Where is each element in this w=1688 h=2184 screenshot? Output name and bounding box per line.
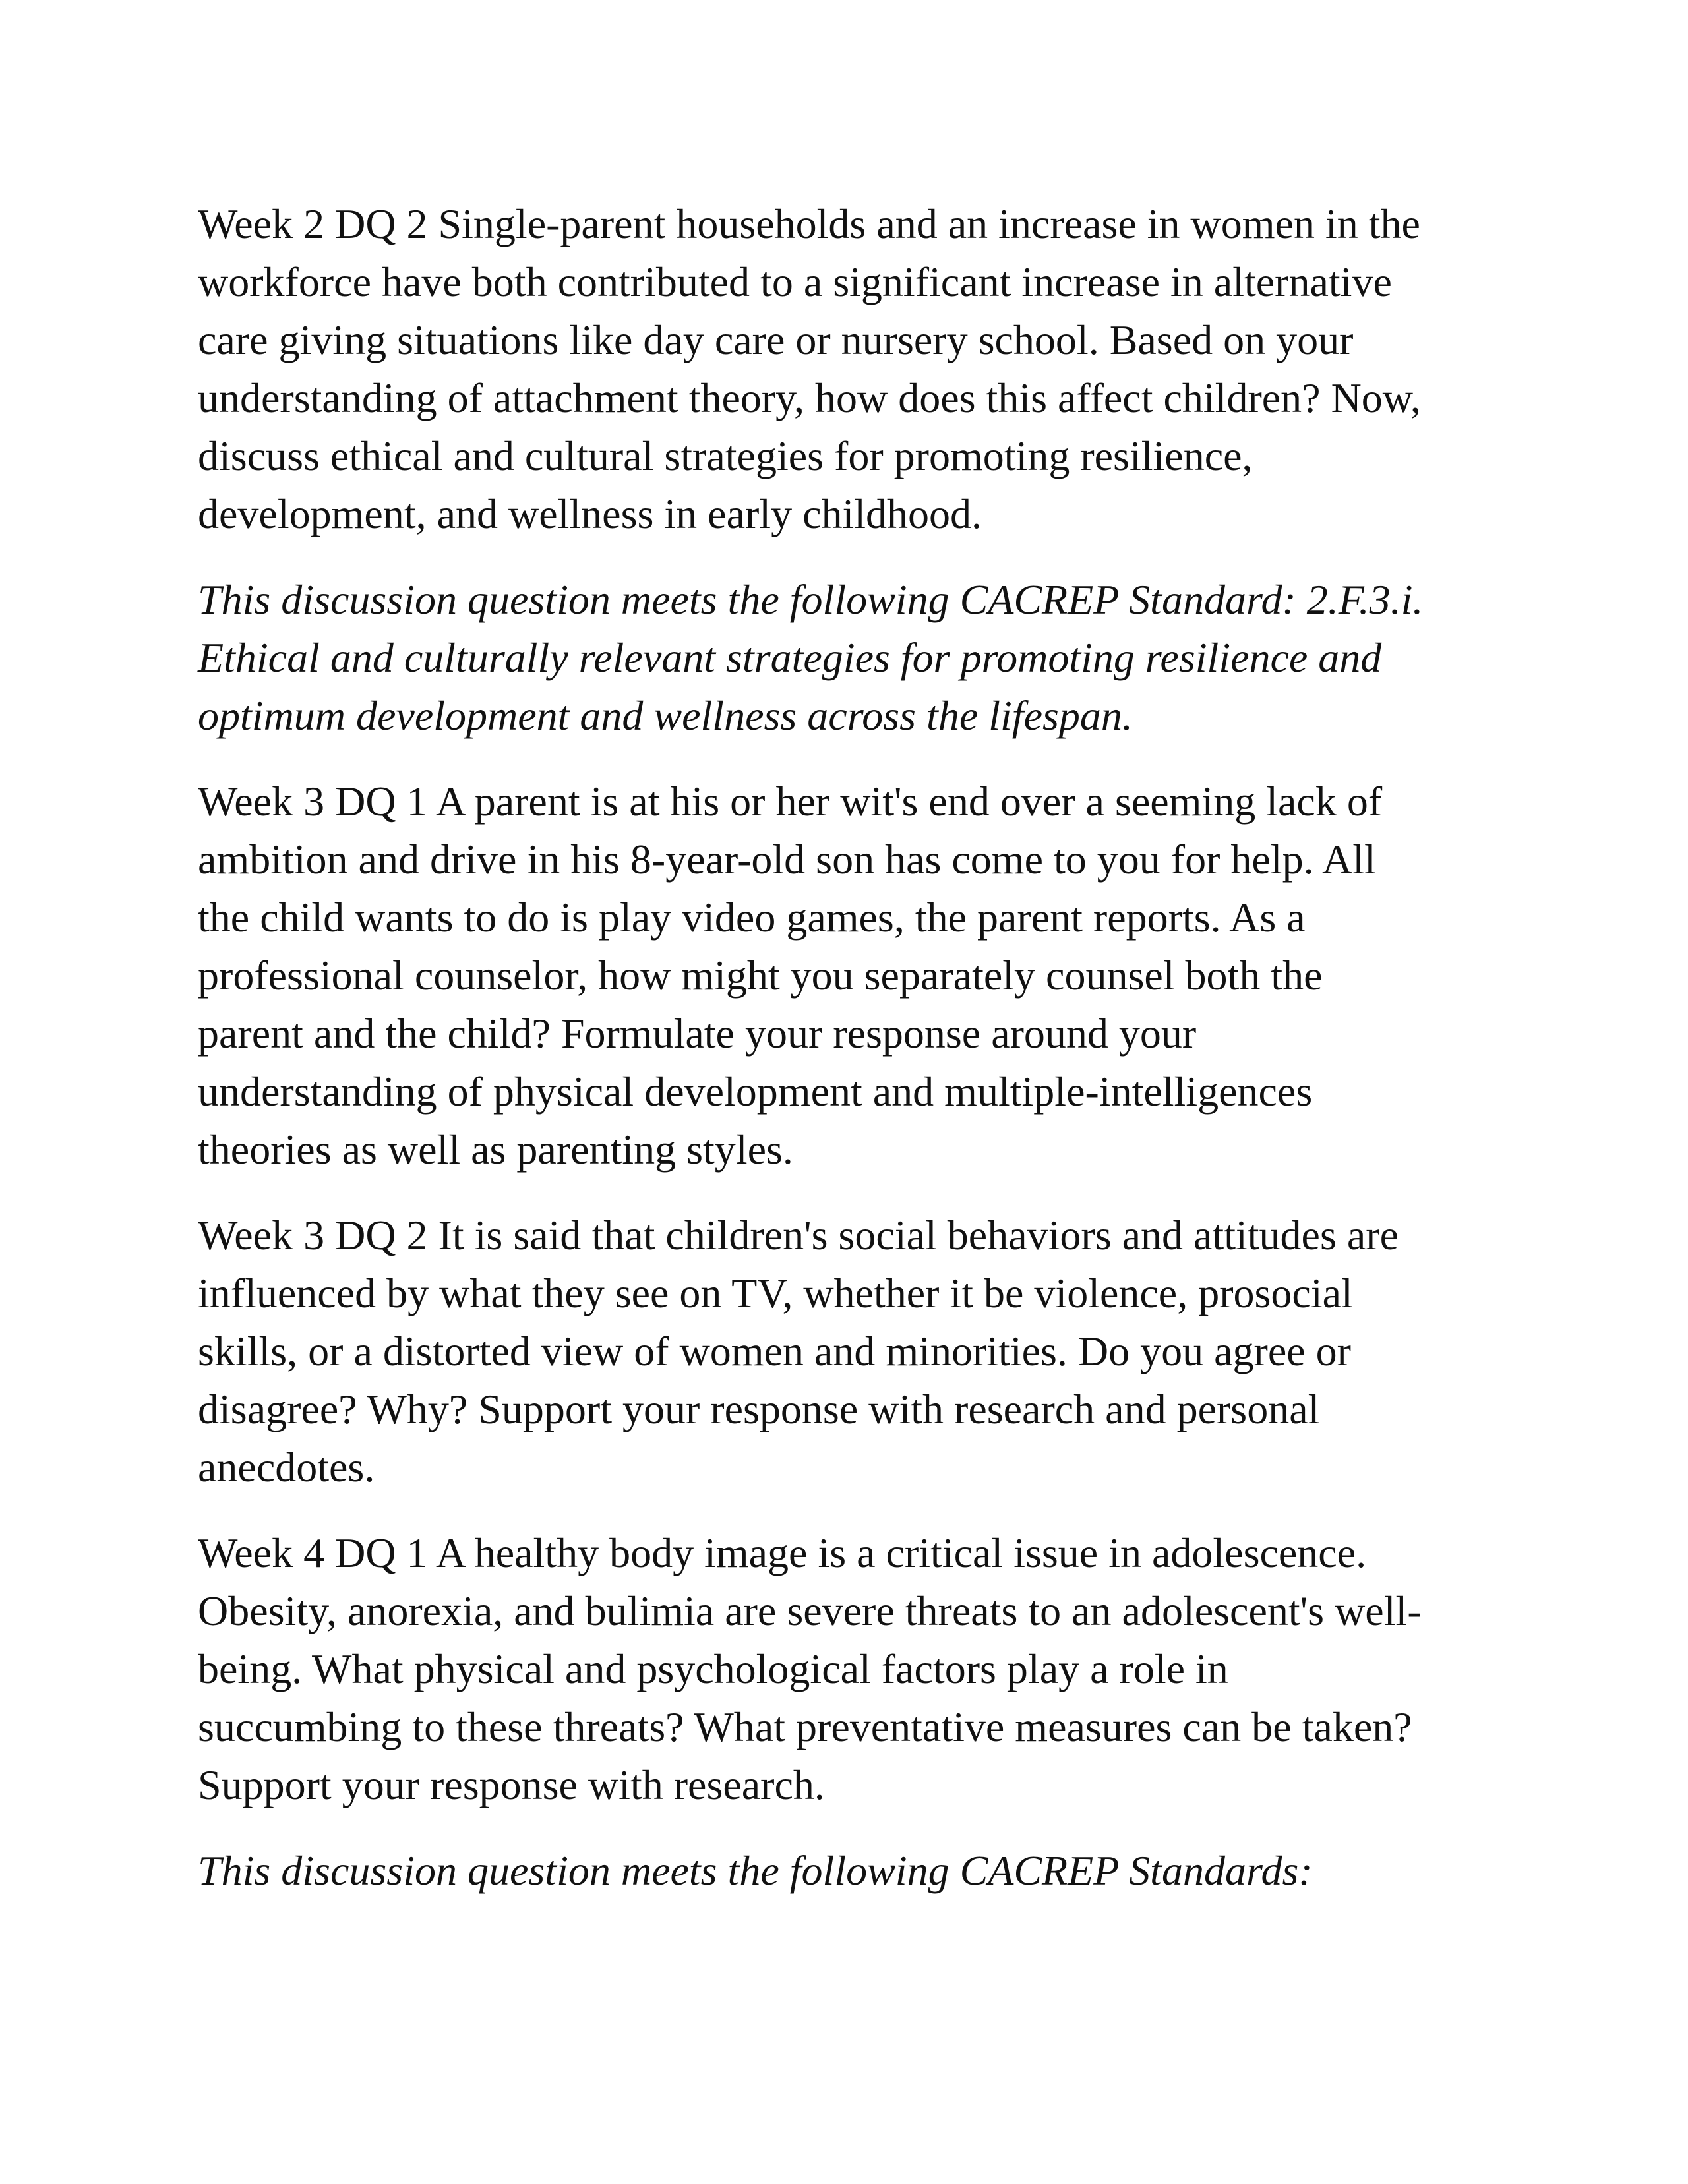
- text-line: succumbing to these threats? What preventative measures can be taken?: [198, 1703, 1412, 1750]
- text-line: Ethical and culturally relevant strategies for promoting resilience and: [198, 634, 1382, 681]
- paragraph-cacrep-standard-note: [198, 571, 1510, 745]
- text-line: care giving situations like day care or nursery school. Based on your: [198, 316, 1354, 363]
- paragraph-week3-dq1: [198, 773, 1510, 1179]
- text-line: Support your response with research.: [198, 1761, 825, 1808]
- text-line: ambition and drive in his 8-year-old son has come to you for help. All: [198, 836, 1376, 883]
- text-line: skills, or a distorted view of women and minorities. Do you agree or: [198, 1328, 1351, 1374]
- text-line: anecdotes.: [198, 1444, 375, 1490]
- text-line: understanding of attachment theory, how does this affect children? Now,: [198, 374, 1421, 421]
- text-line: discuss ethical and cultural strategies for promoting resilience,: [198, 432, 1253, 479]
- text-line: This discussion question meets the following CACREP Standards:: [198, 1847, 1313, 1894]
- paragraph-week4-dq1: [198, 1524, 1510, 1814]
- text-line: Week 4 DQ 1 A healthy body image is a critical issue in adolescence.: [198, 1529, 1367, 1576]
- text-line: workforce have both contributed to a significant increase in alternative: [198, 258, 1392, 305]
- text-line: parent and the child? Formulate your response around your: [198, 1010, 1197, 1057]
- document-body: [198, 195, 1510, 1928]
- text-line: This discussion question meets the following CACREP Standard: 2.F.3.i.: [198, 576, 1424, 623]
- text-line: the child wants to do is play video games, the parent reports. As a: [198, 894, 1306, 941]
- text-line: Week 3 DQ 1 A parent is at his or her wit's end over a seeming lack of: [198, 778, 1383, 825]
- text-line: disagree? Why? Support your response with research and personal: [198, 1386, 1320, 1432]
- text-line: being. What physical and psychological factors play a role in: [198, 1645, 1228, 1692]
- text-line: theories as well as parenting styles.: [198, 1126, 793, 1173]
- paragraph-week2-dq2: [198, 195, 1510, 543]
- paragraph-cacrep-standards-heading: [198, 1842, 1510, 1900]
- text-line: professional counselor, how might you separately counsel both the: [198, 952, 1323, 999]
- text-line: influenced by what they see on TV, whether it be violence, prosocial: [198, 1270, 1353, 1316]
- text-line: Week 3 DQ 2 It is said that children's social behaviors and attitudes are: [198, 1212, 1399, 1258]
- text-line: understanding of physical development and multiple-intelligences: [198, 1068, 1313, 1115]
- paragraph-week3-dq2: [198, 1206, 1510, 1496]
- text-line: Week 2 DQ 2 Single-parent households and an increase in women in the: [198, 200, 1420, 247]
- text-line: optimum development and wellness across the lifespan.: [198, 692, 1133, 739]
- text-line: development, and wellness in early childhood.: [198, 490, 982, 537]
- text-line: Obesity, anorexia, and bulimia are severe threats to an adolescent's well-: [198, 1587, 1422, 1634]
